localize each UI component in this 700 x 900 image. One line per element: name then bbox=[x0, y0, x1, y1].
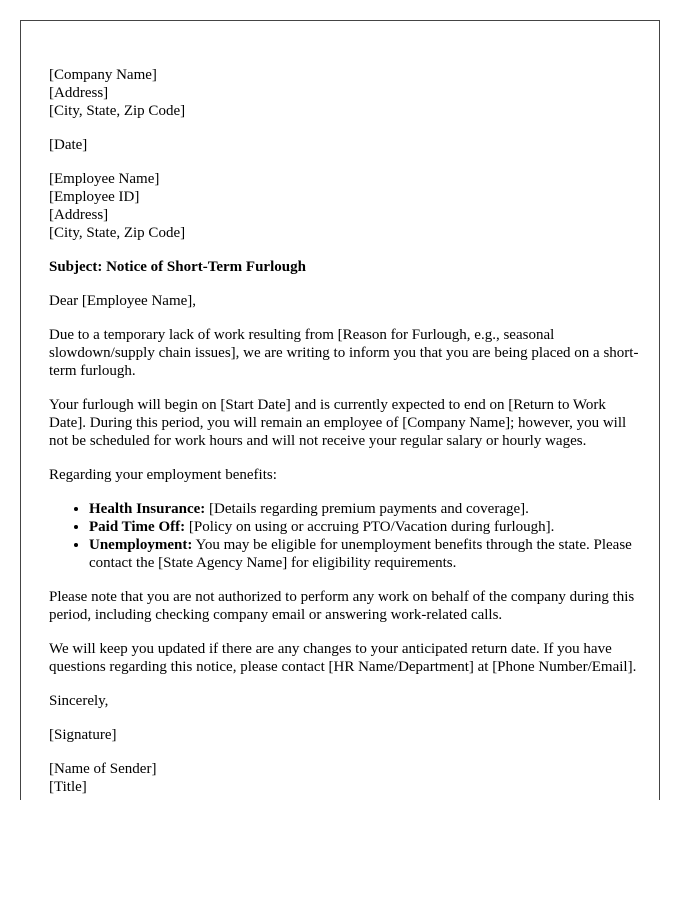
benefit-label: Paid Time Off: bbox=[89, 519, 186, 535]
paragraph-duration: Your furlough will begin on [Start Date] and is currently expected to end on [Return to Work Date]. During this period, you will remain an employee of [Company Name]; however, you will not be scheduled for work hours and will not receive your regular salary or hourly wages. bbox=[49, 397, 627, 449]
sender-signature-block bbox=[49, 760, 639, 796]
sender-company-name: [Company Name] bbox=[49, 67, 157, 83]
sign-off: Sincerely, bbox=[49, 693, 109, 709]
paragraph-no-work: Please note that you are not authorized to perform any work on behalf of the company during this period, including checking company email or answering work-related calls. bbox=[49, 589, 635, 623]
benefit-text: [Policy on using or accruing PTO/Vacation during furlough]. bbox=[185, 519, 555, 535]
benefits-list bbox=[49, 500, 639, 572]
benefit-item-unemployment bbox=[89, 536, 639, 572]
recipient-employee-name: [Employee Name] bbox=[49, 171, 160, 187]
recipient-employee-id: [Employee ID] bbox=[49, 189, 140, 205]
benefit-label: Health Insurance: bbox=[89, 501, 206, 517]
sender-city-state-zip: [City, State, Zip Code] bbox=[49, 103, 186, 119]
letter-content bbox=[49, 50, 639, 796]
benefit-text: You may be eligible for unemployment benefits through the state. Please contact the [State Agency Name] for eligibility requirements. bbox=[89, 537, 632, 571]
subject-line: Subject: Notice of Short-Term Furlough bbox=[49, 259, 306, 275]
sender-address: [Address] bbox=[49, 85, 109, 101]
letter-page bbox=[20, 20, 660, 800]
recipient-city-state-zip: [City, State, Zip Code] bbox=[49, 225, 186, 241]
benefit-item-pto bbox=[89, 518, 639, 536]
benefit-label: Unemployment: bbox=[89, 537, 193, 553]
benefit-text: [Details regarding premium payments and coverage]. bbox=[205, 501, 529, 517]
letter-date: [Date] bbox=[49, 137, 88, 153]
sender-name: [Name of Sender] bbox=[49, 761, 157, 777]
paragraph-contact: We will keep you updated if there are any changes to your anticipated return date. If you have questions regarding this notice, please contact [HR Name/Department] at [Phone Number/Email]. bbox=[49, 641, 637, 675]
sender-title: [Title] bbox=[49, 779, 87, 795]
signature-placeholder: [Signature] bbox=[49, 727, 117, 743]
benefit-item-health bbox=[89, 500, 639, 518]
paragraph-benefits-intro: Regarding your employment benefits: bbox=[49, 467, 277, 483]
paragraph-reason: Due to a temporary lack of work resulting from [Reason for Furlough, e.g., seasonal slowdown/supply chain issues], we are writing to inform you that you are being placed on a short-term furlough. bbox=[49, 327, 639, 379]
salutation: Dear [Employee Name], bbox=[49, 293, 197, 309]
recipient-address: [Address] bbox=[49, 207, 109, 223]
